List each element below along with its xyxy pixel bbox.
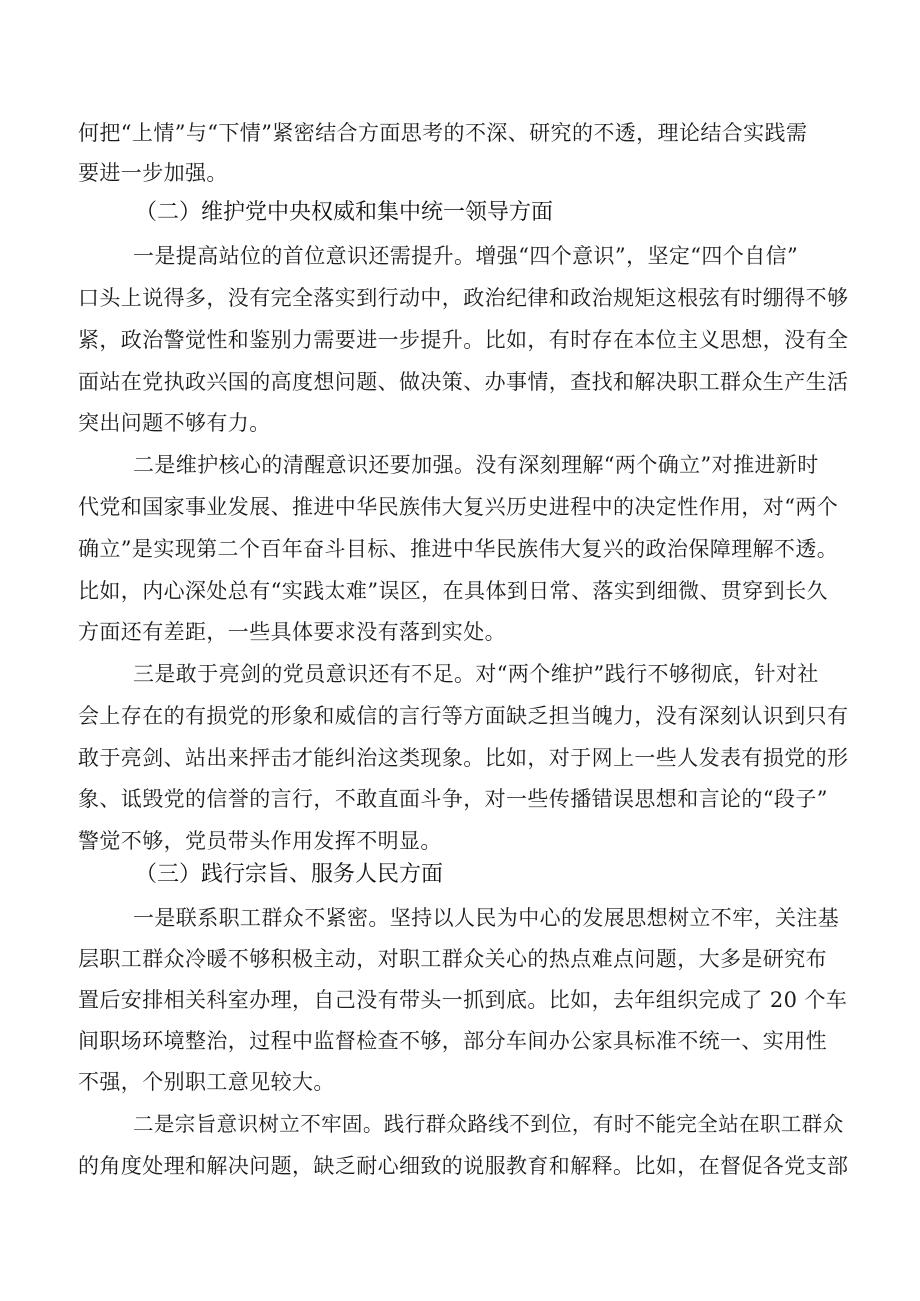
paragraph-line: 确立”是实现第二个百年奋斗目标、推进中华民族伟大复兴的政治保障理解不透。 <box>78 537 839 561</box>
paragraph-line: 层职工群众冷暖不够积极主动，对职工群众关心的热点难点问题，大多是研究布 <box>78 947 827 971</box>
paragraph-line: 一是提高站位的首位意识还需提升。增强“四个意识”，坚定“四个自信” <box>133 244 799 268</box>
paragraph-line: 一是联系职工群众不紧密。坚持以人民为中心的发展思想树立不牢，关注基 <box>133 906 840 930</box>
paragraph-line: 象、诋毁党的信誉的言行，不敢直面斗争，对一些传播错误思想和言论的“段子” <box>78 787 828 811</box>
intro-line: 要进一步加强。 <box>78 161 228 185</box>
paragraph-line: 的角度处理和解决问题，缺乏耐心细致的说服教育和解释。比如，在督促各党支部 <box>78 1154 849 1178</box>
section-heading-3: （三）践行宗旨、服务人民方面 <box>135 862 444 887</box>
paragraph-line: 方面还有差距，一些具体要求没有落到实处。 <box>78 620 506 644</box>
paragraph-line: 比如，内心深处总有“实践太难”误区，在具体到日常、落实到细微、贯穿到长久 <box>78 579 828 603</box>
paragraph-line: 置后安排相关科室办理，自己没有带头一抓到底。比如，去年组织完成了 20 个车 <box>78 988 848 1012</box>
paragraph-line: 紧，政治警觉性和鉴别力需要进一步提升。比如，有时存在本位主义思想，没有全 <box>78 328 849 352</box>
paragraph-line: 突出问题不够有力。 <box>78 411 271 435</box>
intro-line: 何把“上情”与“下情”紧密结合方面思考的不深、研究的不透，理论结合实践需 <box>78 121 808 145</box>
paragraph-line: 二是宗旨意识树立不牢固。践行群众路线不到位，有时不能完全站在职工群众 <box>133 1112 844 1136</box>
section-heading-2: （二）维护党中央权威和集中统一领导方面 <box>135 200 554 225</box>
paragraph-line: 不强，个别职工意见较大。 <box>78 1070 335 1094</box>
paragraph-line: 二是维护核心的清醒意识还要加强。没有深刻理解“两个确立”对推进新时 <box>133 453 819 477</box>
paragraph-line: 代党和国家事业发展、推进中华民族伟大复兴历史进程中的决定性作用，对“两个 <box>78 495 839 519</box>
paragraph-line: 间职场环境整治，过程中监督检查不够，部分车间办公家具标准不统一、实用性 <box>78 1029 827 1053</box>
paragraph-line: 口头上说得多，没有完全落实到行动中，政治纪律和政治规矩这根弦有时绷得不够 <box>78 286 849 310</box>
paragraph-line: 会上存在的有损党的形象和威信的言行等方面缺乏担当魄力，没有深刻认识到只有 <box>78 704 849 728</box>
paragraph-line: 面站在党执政兴国的高度想问题、做决策、办事情，查找和解决职工群众生产生活 <box>78 370 849 394</box>
paragraph-line: 警觉不够，党员带头作用发挥不明显。 <box>78 829 442 853</box>
paragraph-line: 敢于亮剑、站出来抨击才能纠治这类现象。比如，对于网上一些人发表有损党的形 <box>78 746 849 770</box>
paragraph-line: 三是敢于亮剑的党员意识还有不足。对“两个维护”践行不够彻底，针对社 <box>133 662 819 686</box>
